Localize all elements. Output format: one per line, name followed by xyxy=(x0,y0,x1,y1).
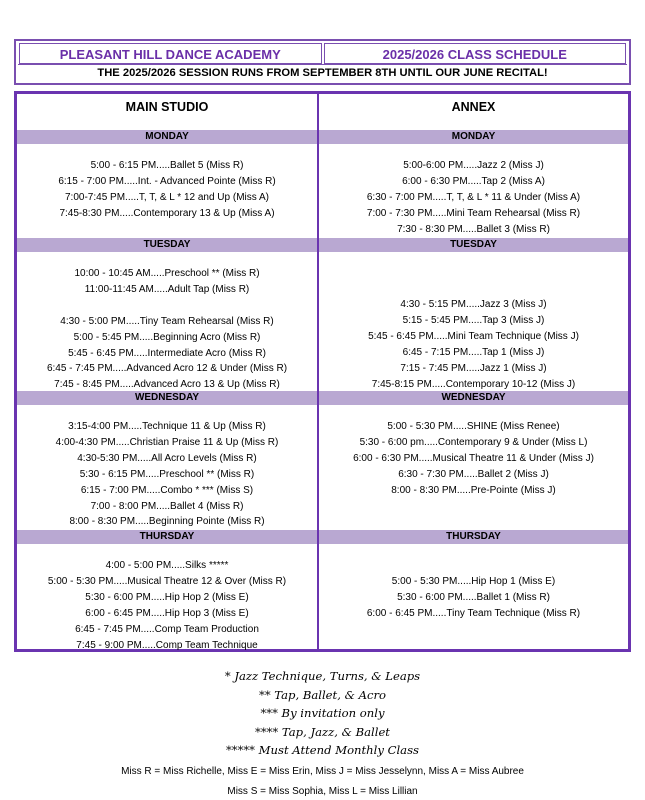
main-monday-list xyxy=(17,158,317,222)
class-entry: 6:15 - 7:00 PM.....Int. - Advanced Pointe (Miss R) xyxy=(58,175,276,187)
class-entry: 5:30 - 6:00 pm.....Contemporary 9 & Under (Miss L) xyxy=(359,436,588,448)
academy-name: PLEASANT HILL DANCE ACADEMY xyxy=(19,43,322,64)
class-entry: 10:00 - 10:45 AM.....Preschool ** (Miss R) xyxy=(74,268,260,279)
annex-tuesday-list xyxy=(319,297,628,392)
class-entry: 4:30 - 5:00 PM.....Tiny Team Rehearsal (Miss R) xyxy=(60,315,274,327)
class-entry: 7:45-8:15 PM.....Contemporary 10-12 (Miss J) xyxy=(371,378,576,390)
class-entry: 7:00 - 8:00 PM.....Ballet 4 (Miss R) xyxy=(90,500,244,512)
main-wednesday-band: WEDNESDAY xyxy=(17,391,317,405)
class-entry: 7:45-8:30 PM.....Contemporary 13 & Up (Miss A) xyxy=(59,207,275,219)
class-entry: 11:00-11:45 AM.....Adult Tap (Miss R) xyxy=(84,283,250,295)
main-thursday-list xyxy=(17,558,317,653)
class-entry: 5:45 - 6:45 PM.....Mini Team Technique (Miss J) xyxy=(368,330,579,342)
class-entry: 6:45 - 7:45 PM.....Advanced Acro 12 & Under (Miss R) xyxy=(46,363,288,375)
footnotes xyxy=(0,667,645,760)
class-entry: 8:00 - 8:30 PM.....Beginning Pointe (Miss R) xyxy=(69,516,265,528)
annex-tuesday-band: TUESDAY xyxy=(319,238,628,252)
class-entry: 8:00 - 8:30 PM.....Pre-Pointe (Miss J) xyxy=(391,484,556,496)
class-entry: 6:45 - 7:45 PM.....Comp Team Production xyxy=(75,623,259,635)
instructor-key-2: Miss S = Miss Sophia, Miss L = Miss Lillian xyxy=(227,786,418,797)
footnote: **** Tap, Jazz, & Ballet xyxy=(255,724,390,739)
annex-title: ANNEX xyxy=(451,100,496,114)
class-entry: 6:30 - 7:00 PM.....T, T, & L * 11 & Under (Miss A) xyxy=(366,191,581,203)
class-entry: 4:00-4:30 PM.....Christian Praise 11 & Up (Miss R) xyxy=(55,436,279,448)
annex-monday-list xyxy=(319,158,628,238)
class-entry: 7:00 - 7:30 PM.....Mini Team Rehearsal (Miss R) xyxy=(366,207,581,219)
footnote: ** Tap, Ballet, & Acro xyxy=(259,687,386,702)
class-entry: 6:45 - 7:15 PM.....Tap 1 (Miss J) xyxy=(402,346,545,358)
class-entry: 6:00 - 6:30 PM.....Tap 2 (Miss A) xyxy=(402,175,545,187)
class-entry: 5:00 - 5:30 PM.....Musical Theatre 12 & Over (Miss R) xyxy=(47,575,287,587)
annex-monday-band: MONDAY xyxy=(319,130,628,144)
footnote: *** By invitation only xyxy=(260,706,385,720)
footnote: ***** Must Attend Monthly Class xyxy=(225,743,419,757)
class-entry: 3:15-4:00 PM.....Technique 11 & Up (Miss R) xyxy=(68,421,266,432)
schedule-title: 2025/2026 CLASS SCHEDULE xyxy=(324,43,627,64)
class-entry: 5:30 - 6:00 PM.....Ballet 1 (Miss R) xyxy=(397,591,550,603)
annex-column xyxy=(319,94,628,649)
class-entry: 4:00 - 5:00 PM.....Silks ***** xyxy=(105,560,229,571)
footnote: * Jazz Technique, Turns, & Leaps xyxy=(224,669,421,683)
class-entry: 7:30 - 8:30 PM.....Ballet 3 (Miss R) xyxy=(397,223,550,235)
session-note: THE 2025/2026 SESSION RUNS FROM SEPTEMBER 8TH UNTIL OUR JUNE RECITAL! xyxy=(97,67,548,79)
class-entry: 7:00-7:45 PM.....T, T, & L * 12 and Up (Miss A) xyxy=(65,191,269,203)
class-entry: 5:30 - 6:00 PM.....Hip Hop 2 (Miss E) xyxy=(85,591,249,603)
class-entry: 4:30-5:30 PM.....All Acro Levels (Miss R) xyxy=(77,452,257,464)
annex-wednesday-band: WEDNESDAY xyxy=(319,391,628,405)
annex-wednesday-list xyxy=(319,419,628,499)
class-entry: 7:15 - 7:45 PM.....Jazz 1 (Miss J) xyxy=(400,362,547,374)
class-entry: 5:45 - 6:45 PM.....Intermediate Acro (Miss R) xyxy=(68,347,266,359)
annex-thursday-list xyxy=(319,574,628,622)
class-entry: 5:00 - 5:45 PM.....Beginning Acro (Miss R) xyxy=(73,331,261,343)
class-entry: 5:00 - 6:15 PM.....Ballet 5 (Miss R) xyxy=(90,160,244,171)
main-monday-band: MONDAY xyxy=(17,130,317,144)
class-entry: 5:00-6:00 PM.....Jazz 2 (Miss J) xyxy=(403,160,544,171)
class-entry: 6:00 - 6:30 PM.....Musical Theatre 11 & Under (Miss J) xyxy=(353,452,594,464)
class-entry: 5:15 - 5:45 PM.....Tap 3 (Miss J) xyxy=(402,314,545,326)
main-wednesday-list xyxy=(17,419,317,530)
main-tuesday-list xyxy=(17,266,317,393)
class-entry: 6:00 - 6:45 PM.....Tiny Team Technique (Miss R) xyxy=(366,607,581,619)
class-entry: 4:30 - 5:15 PM.....Jazz 3 (Miss J) xyxy=(400,299,547,310)
class-entry: 6:00 - 6:45 PM.....Hip Hop 3 (Miss E) xyxy=(85,607,249,619)
main-tuesday-band: TUESDAY xyxy=(17,238,317,252)
schedule-header xyxy=(14,39,631,85)
schedule-grid xyxy=(14,91,631,652)
class-entry: 5:00 - 5:30 PM.....SHINE (Miss Renee) xyxy=(387,421,560,432)
annex-thursday-band: THURSDAY xyxy=(319,530,628,544)
class-entry: 6:15 - 7:00 PM.....Combo * *** (Miss S) xyxy=(80,484,254,496)
class-entry: 7:45 - 8:45 PM.....Advanced Acro 13 & Up (Miss R) xyxy=(54,379,280,391)
main-studio-column xyxy=(17,94,317,649)
class-entry xyxy=(17,298,317,314)
header-title-row xyxy=(18,43,627,65)
class-entry: 5:00 - 5:30 PM.....Hip Hop 1 (Miss E) xyxy=(391,576,556,587)
main-thursday-band: THURSDAY xyxy=(17,530,317,544)
class-entry: 7:45 - 9:00 PM.....Comp Team Technique xyxy=(76,639,258,651)
instructor-key-1: Miss R = Miss Richelle, Miss E = Miss Erin, Miss J = Miss Jesselynn, Miss A = Miss Aubree xyxy=(121,766,524,777)
main-studio-title: MAIN STUDIO xyxy=(125,100,209,114)
class-entry: 6:30 - 7:30 PM.....Ballet 2 (Miss J) xyxy=(398,468,549,480)
class-entry: 5:30 - 6:15 PM.....Preschool ** (Miss R) xyxy=(79,468,255,480)
